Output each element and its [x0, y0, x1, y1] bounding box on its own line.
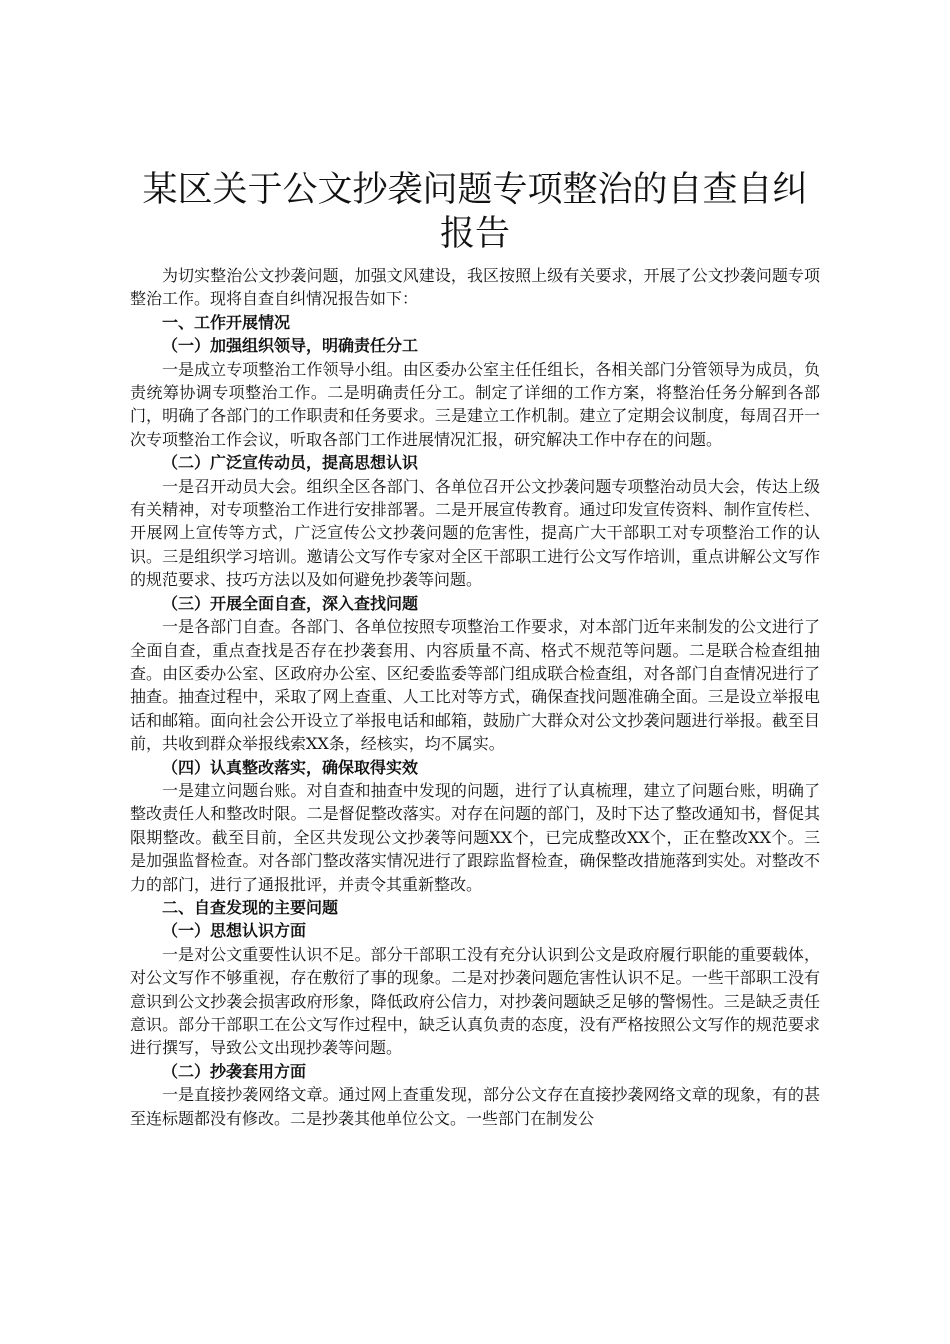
section-1-1-heading: （一）加强组织领导，明确责任分工	[162, 336, 419, 356]
section-1-1-text: 一是成立专项整治工作领导小组。由区委办公室主任任组长，各相关部门分管领导为成员，负责统筹协调专项整治工作。二是明确责任分工。制定了详细的工作方案，将整治任务分解到各部门，明确了各部门的工作职责和任务要求。三是建立工作机制。建立了定期会议制度，每周召开一次专项整治工作会议，听取各部门工作进展情况汇报，研究解决工作中存在的问题。	[130, 359, 820, 449]
section-1-3-heading: （三）开展全面自查，深入查找问题	[162, 593, 419, 613]
intro-paragraph: 为切实整治公文抄袭问题，加强文风建设，我区按照上级有关要求，开展了公文抄袭问题专项整治工作。现将自查自纠情况报告如下：	[130, 266, 820, 309]
section-2-2-text: 一是直接抄袭网络文章。通过网上查重发现，部分公文存在直接抄袭网络文章的现象，有的甚至连标题都没有修改。二是抄袭其他单位公文。一些部门在制发公	[130, 1085, 820, 1128]
section-1-2-text: 一是召开动员大会。组织全区各部门、各单位召开公文抄袭问题专项整治动员大会，传达上级有关精神，对专项整治工作进行安排部署。二是开展宣传教育。通过印发宣传资料、制作宣传栏、开展网上宣传等方式，广泛宣传公文抄袭问题的危害性，提高广大干部职工对专项整治工作的认识。三是组织学习培训。邀请公文写作专家对全区干部职工进行公文写作培训，重点讲解公文写作的规范要求、技巧方法以及如何避免抄袭等问题。	[130, 476, 820, 590]
section-2-1-heading: （一）思想认识方面	[162, 921, 307, 941]
document-title: 某区关于公文抄袭问题专项整治的自查自纠报告	[142, 170, 808, 254]
section-2-1-text: 一是对公文重要性认识不足。部分干部职工没有充分认识到公文是政府履行职能的重要载体，对公文写作不够重视，存在敷衍了事的现象。二是对抄袭问题危害性认识不足。一些干部职工没有意识到公文抄袭会损害政府形象，降低政府公信力，对抄袭问题缺乏足够的警惕性。三是缺乏责任意识。部分干部职工在公文写作过程中，缺乏认真负责的态度，没有严格按照公文写作的规范要求进行撰写，导致公文出现抄袭等问题。	[130, 944, 820, 1058]
section-1-2-heading: （二）广泛宣传动员，提高思想认识	[162, 453, 419, 473]
section-1-4-heading: （四）认真整改落实，确保取得实效	[162, 757, 419, 777]
section-1-3-text: 一是各部门自查。各部门、各单位按照专项整治工作要求，对本部门近年来制发的公文进行了全面自查，重点查找是否存在抄袭套用、内容质量不高、格式不规范等问题。二是联合检查组抽查。由区委办公室、区政府办公室、区纪委监委等部门组成联合检查组，对各部门自查情况进行了抽查。抽查过程中，采取了网上查重、人工比对等方式，确保查找问题准确全面。三是设立举报电话和邮箱。面向社会公开设立了举报电话和邮箱，鼓励广大群众对公文抄袭问题进行举报。截至目前，共收到群众举报线索XX条，经核实，均不属实。	[130, 617, 820, 754]
section-2-heading: 二、自查发现的主要问题	[162, 897, 339, 917]
document-page	[130, 168, 820, 1130]
section-2-2-heading: （二）抄袭套用方面	[162, 1061, 307, 1081]
section-1-heading: 一、工作开展情况	[162, 312, 291, 332]
section-1-4-text: 一是建立问题台账。对自查和抽查中发现的问题，进行了认真梳理，建立了问题台账，明确了整改责任人和整改时限。二是督促整改落实。对存在问题的部门，及时下达了整改通知书，督促其限期整改。截至目前，全区共发现公文抄袭等问题XX个，已完成整改XX个，正在整改XX个。三是加强监督检查。对各部门整改落实情况进行了跟踪监督检查，确保整改措施落到实处。对整改不力的部门，进行了通报批评，并责令其重新整改。	[130, 780, 820, 894]
